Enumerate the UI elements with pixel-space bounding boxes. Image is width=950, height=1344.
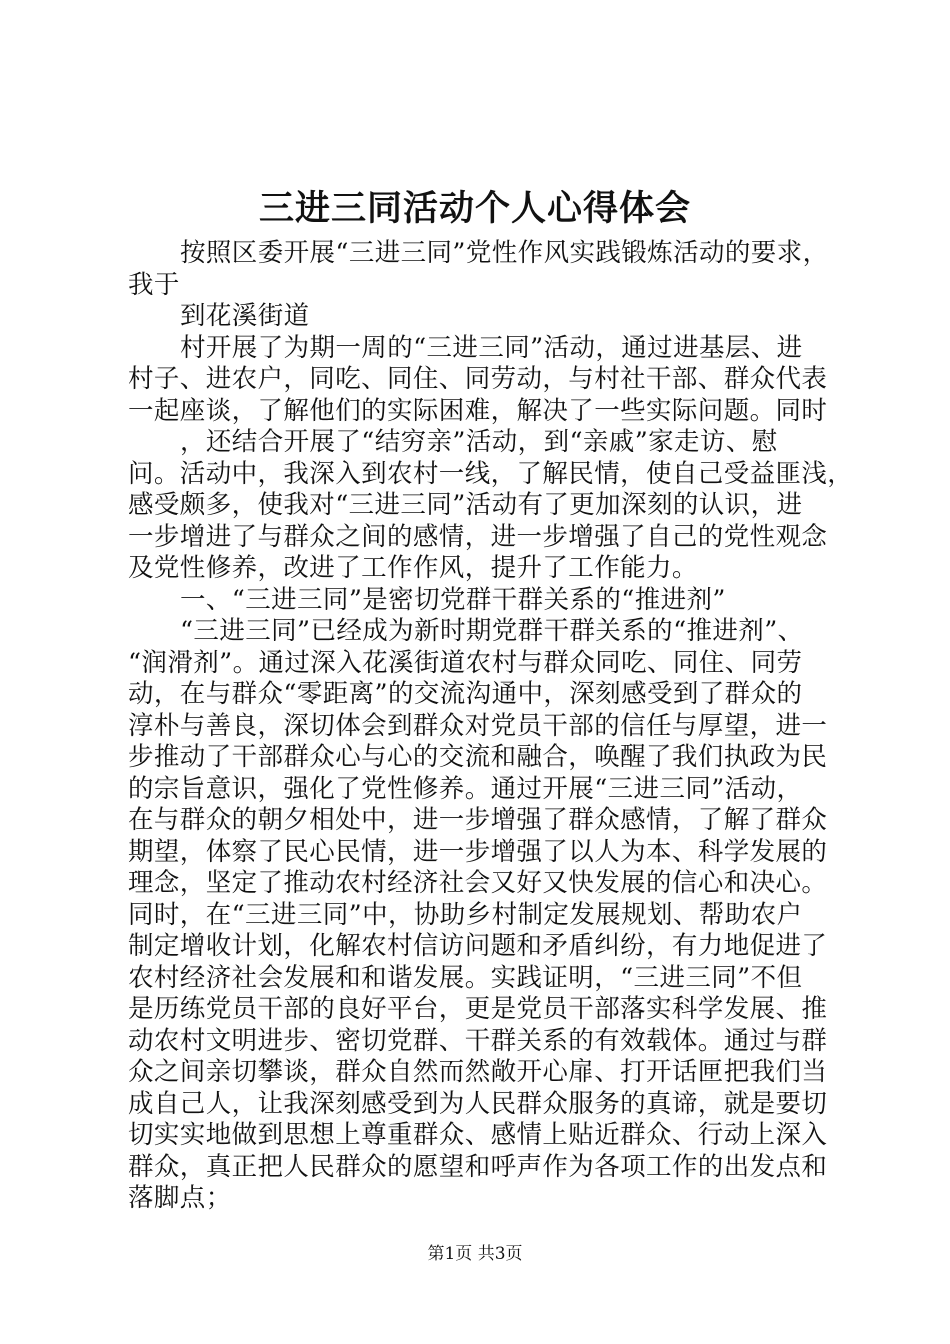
text-line: 步推动了干部群众心与心的交流和融合，唤醒了我们执政为民: [128, 742, 828, 772]
text-line: 淳朴与善良，深切体会到群众对党员干部的信任与厚望，进一: [128, 710, 828, 741]
page-footer: 第1页 共3页: [427, 1244, 523, 1264]
text-line: 切实实地做到思想上尊重群众、感情上贴近群众、行动上深入: [128, 1120, 828, 1150]
text-line: 制定增收计划，化解农村信访问题和矛盾纠纷，有力地促进了: [128, 931, 828, 961]
text-line: 及党性修养，改进了工作作风，提升了工作能力。: [128, 553, 698, 583]
text-line: “三进三同”已经成为新时期党群干群关系的“推进剂”、: [180, 616, 804, 646]
text-line: 落脚点；: [128, 1183, 232, 1213]
text-line: 一、“三进三同”是密切党群干群关系的“推进剂”: [180, 584, 726, 615]
text-line: 期望，体察了民心民情，进一步增强了以人为本、科学发展的: [128, 836, 828, 867]
text-line: 我于: [128, 269, 180, 300]
text-line: 动，在与群众“零距离”的交流沟通中，深刻感受到了群众的: [128, 679, 803, 709]
text-line: 一步增进了与群众之间的感情，进一步增强了自己的党性观念: [128, 521, 828, 552]
text-line: 同时，在“三进三同”中，协助乡村制定发展规划、帮助农户: [128, 899, 803, 930]
text-line: 到花溪街道: [180, 301, 310, 331]
text-line: ，还结合开展了“结穷亲”活动，到“亲戚”家走访、慰: [180, 427, 778, 457]
text-line: 群众，真正把人民群众的愿望和呼声作为各项工作的出发点和: [128, 1151, 828, 1182]
text-line: 感受颇多，使我对“三进三同”活动有了更加深刻的认识，进: [128, 490, 803, 520]
text-line: 按照区委开展“三进三同”党性作风实践锻炼活动的要求，: [180, 238, 829, 268]
text-line: 理念，坚定了推动农村经济社会又好又快发展的信心和决心。: [128, 868, 828, 898]
text-line: 一起座谈，了解他们的实际困难，解决了一些实际问题。同时: [128, 395, 828, 426]
text-line: 动农村文明进步、密切党群、干群关系的有效载体。通过与群: [128, 1025, 828, 1056]
text-line: 农村经济社会发展和和谐发展。实践证明，“三进三同”不但: [128, 962, 803, 993]
text-line: 成自己人，让我深刻感受到为人民群众服务的真谛，就是要切: [128, 1088, 828, 1119]
text-line: 的宗旨意识，强化了党性修养。通过开展“三进三同”活动，: [128, 773, 803, 804]
text-line: 在与群众的朝夕相处中，进一步增强了群众感情，了解了群众: [128, 805, 828, 835]
text-line: 众之间亲切攀谈，群众自然而然敞开心扉、打开话匣把我们当: [128, 1057, 828, 1087]
text-line: 问。活动中，我深入到农村一线，了解民情，使自己受益匪浅，: [128, 458, 854, 489]
text-line: 村子、进农户，同吃、同住、同劳动，与村社干部、群众代表: [128, 364, 828, 394]
document-title: 三进三同活动个人心得体会: [258, 188, 691, 229]
document-body: [128, 238, 854, 1215]
text-line: “润滑剂”。通过深入花溪街道农村与群众同吃、同住、同劳: [128, 647, 803, 678]
text-line: 村开展了为期一周的“三进三同”活动，通过进基层、进: [180, 332, 803, 363]
text-line: 是历练党员干部的良好平台，更是党员干部落实科学发展、推: [128, 994, 828, 1024]
